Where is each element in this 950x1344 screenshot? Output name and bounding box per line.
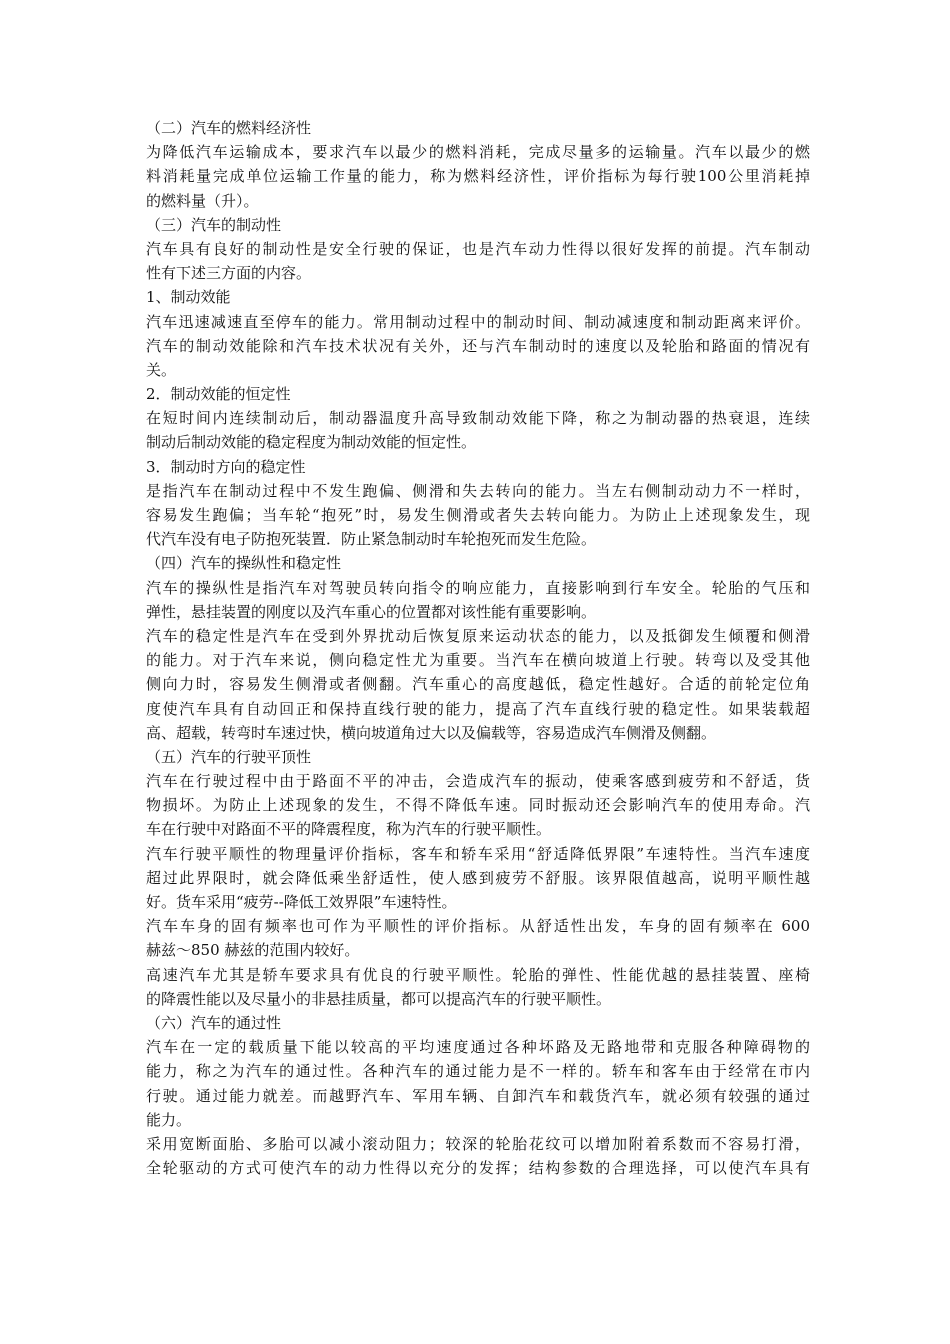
section-heading: 2．制动效能的恒定性	[146, 385, 291, 404]
paragraph-line: 物损坏。为防止上述现象的发生，不得不降低车速。同时振动还会影响汽车的使用寿命。汽	[146, 796, 810, 815]
paragraph-line: 高速汽车尤其是轿车要求具有优良的行驶平顺性。轮胎的弹性、性能优越的悬挂装置、座椅	[146, 965, 810, 984]
paragraph-line: 汽车的稳定性是汽车在受到外界扰动后恢复原来运动状态的能力，以及抵御发生倾覆和侧滑	[146, 626, 810, 645]
paragraph-line: 汽车在一定的载质量下能以较高的平均速度通过各种坏路及无路地带和克服各种障碍物的	[146, 1038, 810, 1057]
paragraph-line: 赫兹～850 赫兹的范围内较好。	[146, 941, 360, 960]
paragraph-line: 关。	[146, 360, 177, 379]
paragraph-line: 汽车的制动效能除和汽车技术状况有关外，还与汽车制动时的速度以及轮胎和路面的情况有	[146, 336, 810, 355]
document-page	[146, 116, 810, 1180]
paragraph-line: 的燃料量（升）。	[146, 191, 259, 210]
paragraph-line: 超过此界限时，就会降低乘坐舒适性，使人感到疲劳不舒服。该界限值越高，说明平顺性越	[146, 868, 810, 887]
section-heading: （二）汽车的燃料经济性	[146, 119, 312, 137]
paragraph-line: 度使汽车具有自动回正和保持直线行驶的能力，提高了汽车直线行驶的稳定性。如果装载超	[146, 699, 810, 718]
paragraph-line: 容易发生跑偏；当车轮“抱死”时，易发生侧滑或者失去转向能力。为防止上述现象发生，现	[146, 506, 810, 524]
paragraph-line: 汽车具有良好的制动性是安全行驶的保证，也是汽车动力性得以很好发挥的前提。汽车制动	[146, 239, 810, 258]
paragraph-line: 的能力。对于汽车来说，侧向稳定性尤为重要。当汽车在横向坡道上行驶。转弯以及受其他	[146, 651, 810, 670]
paragraph-line: 汽车在行驶过程中由于路面不平的冲击，会造成汽车的振动，使乘客感到疲劳和不舒适，货	[146, 772, 810, 791]
paragraph-line: 是指汽车在制动过程中不发生跑偏、侧滑和失去转向的能力。当左右侧制动动力不一样时，	[146, 481, 810, 500]
paragraph-line: 行驶。通过能力就差。而越野汽车、军用车辆、自卸汽车和载货汽车，就必须有较强的通过	[146, 1086, 810, 1105]
paragraph-line: 汽车的操纵性是指汽车对驾驶员转向指令的响应能力，直接影响到行车安全。轮胎的气压和	[146, 578, 810, 597]
paragraph-line: 代汽车没有电子防抱死装置．防止紧急制动时车轮抱死而发生危险。	[146, 530, 597, 549]
paragraph-line: 汽车行驶平顺性的物理量评价指标，客车和轿车采用“舒适降低界限”车速特性。当汽车速度	[146, 844, 810, 863]
paragraph-line: 能力，称之为汽车的通过性。各种汽车的通过能力是不一样的。轿车和客车由于经常在市内	[146, 1062, 810, 1081]
paragraph-line: 高、超载，转弯时车速过快，横向坡道角过大以及偏载等，容易造成汽车侧滑及侧翻。	[146, 723, 717, 742]
paragraph-line: 弹性，悬挂装置的刚度以及汽车重心的位置都对该性能有重要影响。	[146, 602, 597, 621]
section-heading: （三）汽车的制动性	[146, 215, 282, 234]
paragraph-line: 的降震性能以及尽量小的非悬挂质量，都可以提高汽车的行驶平顺性。	[146, 989, 612, 1008]
section-heading: （五）汽车的行驶平顶性	[146, 747, 312, 766]
paragraph-line: 汽车迅速减速直至停车的能力。常用制动过程中的制动时间、制动减速度和制动距离来评价。	[146, 312, 810, 331]
paragraph-line: 能力。	[146, 1110, 192, 1129]
paragraph-line: 料消耗量完成单位运输工作量的能力，称为燃料经济性，评价指标为每行驶100公里消耗掉	[146, 167, 810, 186]
section-heading: 3．制动时方向的稳定性	[146, 457, 306, 476]
paragraph-line: 制动后制动效能的稳定程度为制动效能的恒定性。	[146, 433, 477, 452]
paragraph-line: 侧向力时，容易发生侧滑或者侧翻。汽车重心的高度越低，稳定性越好。合适的前轮定位角	[146, 675, 810, 694]
paragraph-line: 性有下述三方面的内容。	[146, 264, 312, 283]
section-heading: （四）汽车的操纵性和稳定性	[146, 554, 342, 573]
paragraph-line: 汽车车身的固有频率也可作为平顺性的评价指标。从舒适性出发，车身的固有频率在 600	[146, 917, 810, 936]
paragraph-line: 为降低汽车运输成本，要求汽车以最少的燃料消耗，完成尽量多的运输量。汽车以最少的燃	[146, 143, 810, 162]
paragraph-line: 采用宽断面胎、多胎可以减小滚动阻力；较深的轮胎花纹可以增加附着系数而不容易打滑，	[146, 1134, 810, 1153]
section-heading: （六）汽车的通过性	[146, 1013, 282, 1032]
paragraph-line: 在短时间内连续制动后，制动器温度升高导致制动效能下降，称之为制动器的热衰退，连续	[146, 409, 810, 428]
section-heading: 1、制动效能	[146, 288, 231, 307]
paragraph-line: 全轮驱动的方式可使汽车的动力性得以充分的发挥；结构参数的合理选择，可以使汽车具有	[146, 1159, 810, 1178]
paragraph-line: 好。货车采用“疲劳--降低工效界限”车速特性。	[146, 893, 457, 911]
paragraph-line: 车在行驶中对路面不平的降震程度，称为汽车的行驶平顺性。	[146, 820, 552, 839]
